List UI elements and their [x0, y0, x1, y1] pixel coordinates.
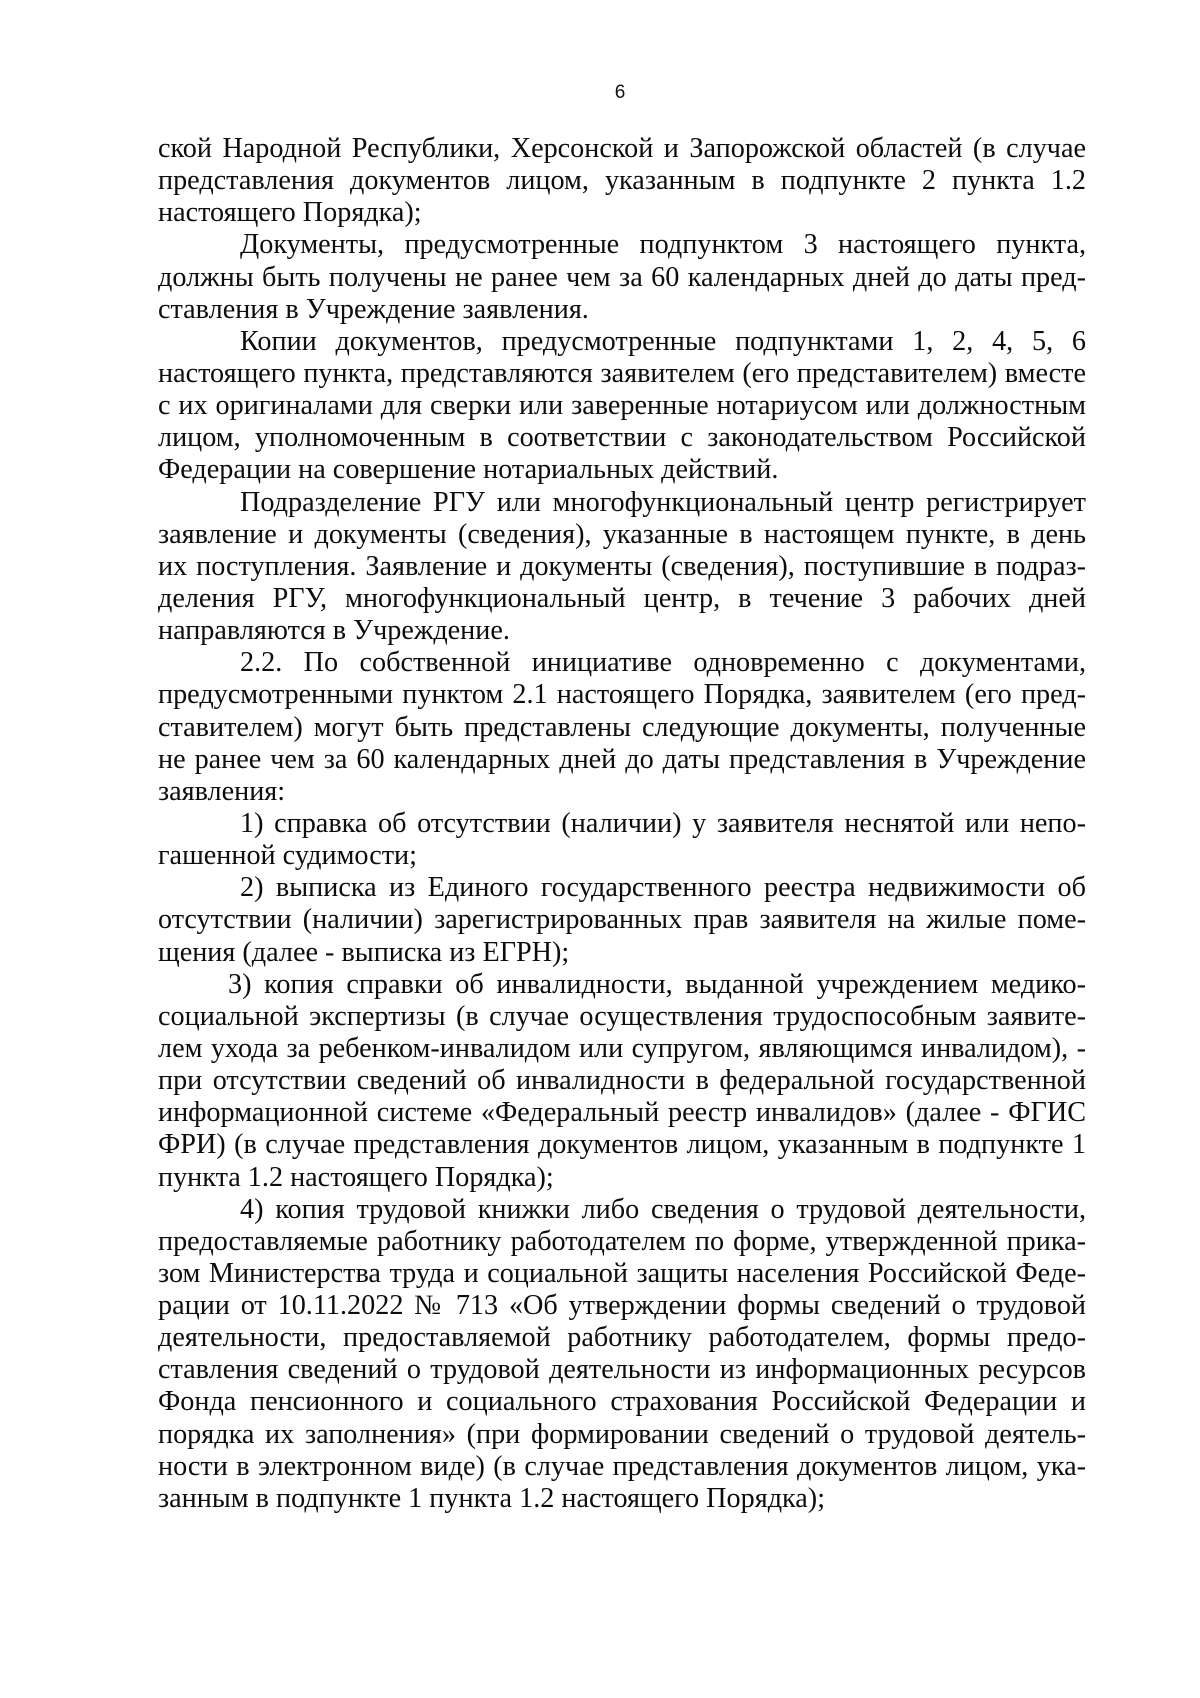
text-line: 2.2. По собственной инициативе одновременно с документами, [240, 647, 1086, 679]
text-line: информационной системе «Федеральный реестр инвалидов» (далее - ФГИС [158, 1097, 1086, 1129]
text-line: ставления сведений о трудовой деятельности из информационных ресурсов [158, 1354, 1086, 1386]
text-line: с их оригиналами для сверки или заверенные нотариусом или должностным [158, 390, 1086, 422]
text-line: при отсутствии сведений об инвалидности в федеральной государственной [158, 1065, 1086, 1097]
text-line: 4) копия трудовой книжки либо сведения о трудовой деятельности, [240, 1193, 1086, 1225]
text-line: Фонда пенсионного и социального страхования Российской Федерации и [158, 1386, 1086, 1418]
text-line: лем ухода за ребенком-инвалидом или супругом, являющимся инвалидом), - [158, 1032, 1086, 1064]
text-line: настоящего Порядка); [158, 197, 422, 229]
text-line: заявление и документы (сведения), указанные в настоящем пункте, в день [158, 518, 1086, 550]
text-line: Федерации на совершение нотариальных действий. [158, 454, 779, 486]
text-line: Документы, предусмотренные подпунктом 3 настоящего пункта, [240, 229, 1086, 261]
text-line: Копии документов, предусмотренные подпунктами 1, 2, 4, 5, 6 [240, 325, 1086, 357]
text-line: ской Народной Республики, Херсонской и Запорожской областей (в случае [158, 133, 1086, 164]
text-line: заявления: [158, 775, 286, 807]
text-line: 2) выписка из Единого государственного реестра недвижимости об [240, 872, 1086, 904]
text-line: ставления в Учреждение заявления. [158, 293, 589, 325]
text-line: ФРИ) (в случае представления документов лицом, указанным в подпункте 1 [158, 1129, 1086, 1161]
text-line: их поступления. Заявление и документы (сведения), поступившие в подраз- [158, 550, 1086, 582]
page-number: 6 [614, 82, 626, 103]
text-line: направляются в Учреждение. [158, 615, 510, 647]
text-line: гашенной судимости; [158, 840, 417, 872]
text-line: должны быть получены не ранее чем за 60 календарных дней до даты пред- [158, 261, 1086, 293]
text-line: представления документов лицом, указанным в подпункте 2 пункта 1.2 [158, 165, 1086, 197]
text-line: щения (далее - выписка из ЕГРН); [158, 936, 570, 968]
document-body [158, 133, 1086, 1515]
text-line: настоящего пункта, представляются заявителем (его представителем) вместе [158, 357, 1086, 389]
text-line: отсутствии (наличии) зарегистрированных прав заявителя на жилые поме- [158, 904, 1086, 936]
text-line: предусмотренными пунктом 2.1 настоящего Порядка, заявителем (его пред- [158, 679, 1086, 711]
text-line: ставителем) могут быть представлены следующие документы, полученные [158, 711, 1086, 743]
text-line: социальной экспертизы (в случае осуществления трудоспособным заявите- [158, 1000, 1086, 1032]
text-line: зом Министерства труда и социальной защиты населения Российской Феде- [158, 1257, 1086, 1289]
text-line: деятельности, предоставляемой работнику работодателем, формы предо- [158, 1322, 1086, 1354]
text-line: ности в электронном виде) (в случае представления документов лицом, ука- [158, 1450, 1086, 1482]
text-line: предоставляемые работнику работодателем по форме, утвержденной прика- [158, 1225, 1086, 1257]
text-line: лицом, уполномоченным в соответствии с законодательством Российской [158, 422, 1086, 454]
text-line: пункта 1.2 настоящего Порядка); [158, 1161, 554, 1193]
text-line: порядка их заполнения» (при формировании сведений о трудовой деятель- [158, 1418, 1086, 1450]
text-line: не ранее чем за 60 календарных дней до даты представления в Учреждение [158, 743, 1086, 775]
text-line: Подразделение РГУ или многофункциональный центр регистрирует [240, 486, 1086, 518]
text-line: рации от 10.11.2022 № 713 «Об утверждении формы сведений о трудовой [158, 1290, 1086, 1322]
text-line: 3) копия справки об инвалидности, выданной учреждением медико- [228, 968, 1086, 1000]
text-line: занным в подпункте 1 пункта 1.2 настоящего Порядка); [158, 1482, 826, 1514]
text-line: 1) справка об отсутствии (наличии) у заявителя неснятой или непо- [240, 807, 1086, 839]
text-line: деления РГУ, многофункциональный центр, в течение 3 рабочих дней [158, 582, 1086, 614]
